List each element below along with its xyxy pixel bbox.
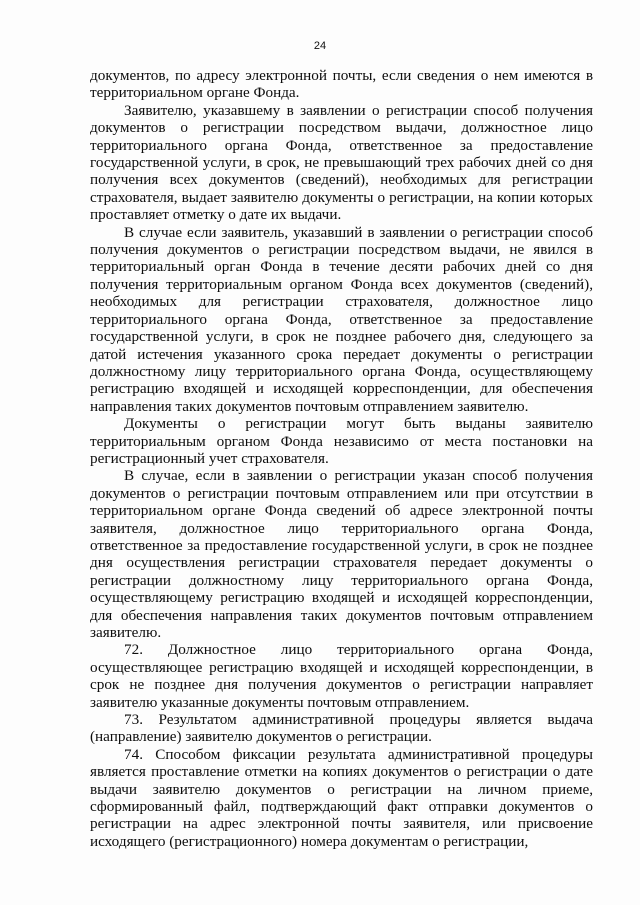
paragraph-any-office: Документы о регистрации могут быть выданы заявителю территориальным органом Фонда независимо от места постановки на регистрационный учет страхователя. — [90, 415, 593, 467]
paragraph-no-show: В случае если заявитель, указавший в заявлении о регистрации способ получения документов о регистрации посредством выдачи, не явился в территориальный орган Фонда в течение десяти рабочих дней со дня получения территориальным органом Фонда всех документов (сведений), необходимых для регистрации страхователя, должностное лицо территориального органа Фонда, ответственное за предоставление государственной услуги, в срок не позднее рабочего дня, следующего за датой истечения указанного срока передает документы о регистрации должностному лицу территориального органа Фонда, осуществляющему регистрацию входящей и исходящей корреспонденции, для обеспечения направления таких документов почтовым отправлением заявителю. — [90, 223, 593, 415]
paragraph-72: 72. Должностное лицо территориального органа Фонда, осуществляющее регистрацию входящей и исходящей корреспонденции, в срок не позднее дня получения документов о регистрации направляет заявителю указанные документы почтовым отправлением. — [90, 641, 593, 711]
paragraph-73: 73. Результатом административной процедуры является выдача (направление) заявителю документов о регистрации. — [90, 711, 593, 746]
page-number: 24 — [313, 40, 327, 52]
paragraph-74: 74. Способом фиксации результата административной процедуры является проставление отметки на копиях документов о регистрации о дате выдачи заявителю документов о регистрации на личном приеме, сформированный файл, подтверждающий факт отправки документов о регистрации на адрес электронной почты заявителя, или присвоение исходящего (регистрационного) номера документам о регистрации, — [90, 745, 593, 850]
document-body — [90, 67, 593, 850]
paragraph-continuation: документов, по адресу электронной почты, если сведения о нем имеются в территориальном органе Фонда. — [90, 67, 593, 102]
paragraph-postal-delivery: В случае, если в заявлении о регистрации указан способ получения документов о регистрации почтовым отправлением или при отсутствии в территориальном органе Фонда сведений об адресе электронной почты заявителя, должностное лицо территориального органа Фонда, ответственное за предоставление государственной услуги, в срок не позднее дня осуществления регистрации страхователя передает документы о регистрации должностному лицу территориального органа Фонда, осуществляющему регистрацию входящей и исходящей корреспонденции, для обеспечения направления таких документов почтовым отправлением заявителю. — [90, 467, 593, 641]
paragraph-issuance-in-person: Заявителю, указавшему в заявлении о регистрации способ получения документов о регистрации посредством выдачи, должностное лицо территориального органа Фонда, ответственное за предоставление государственной услуги, в срок, не превышающий трех рабочих дней со дня получения всех документов (сведений), необходимых для регистрации страхователя, выдает заявителю документы о регистрации, на копии которых проставляет отметку о дате их выдачи. — [90, 101, 593, 224]
